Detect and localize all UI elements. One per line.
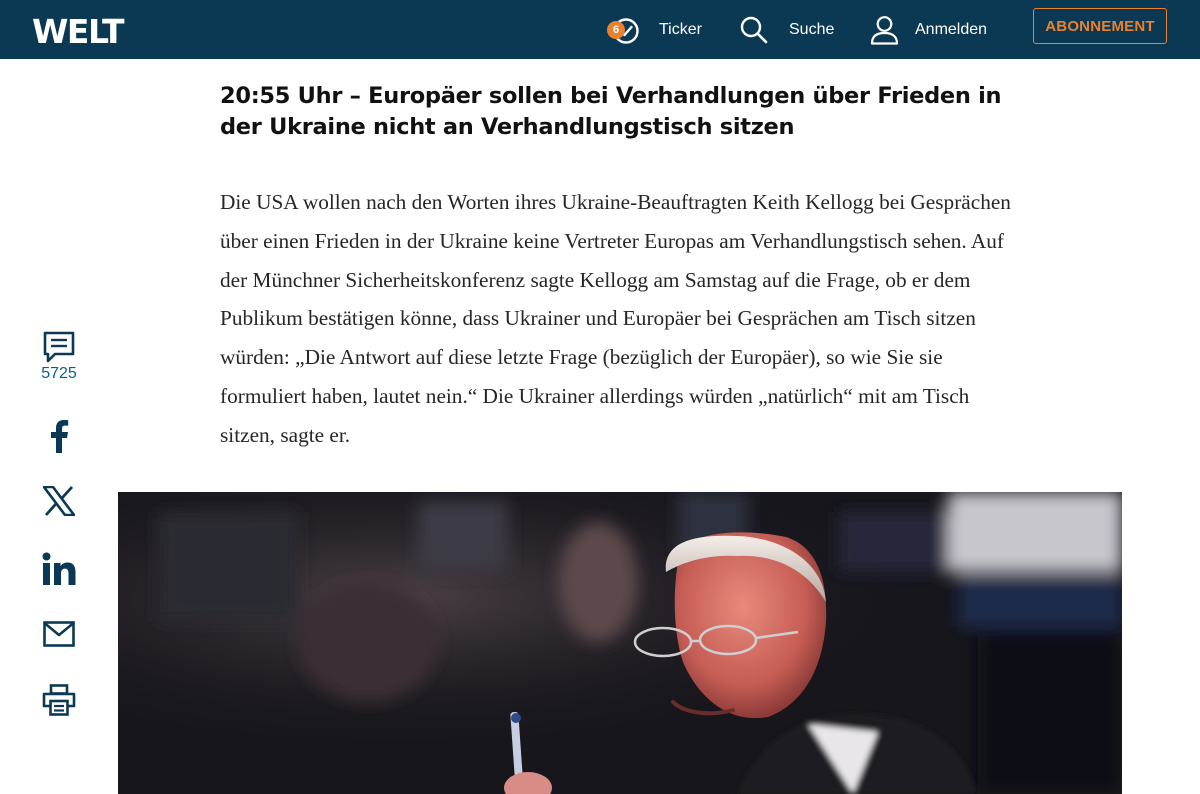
share-x-button[interactable] bbox=[30, 486, 88, 516]
print-icon bbox=[42, 684, 76, 716]
login-label: Anmelden bbox=[915, 20, 988, 38]
linkedin-icon bbox=[42, 552, 76, 586]
search-icon bbox=[739, 15, 769, 45]
ticker-label: Ticker bbox=[659, 20, 702, 38]
search-label: Suche bbox=[789, 20, 835, 38]
share-linkedin-button[interactable] bbox=[30, 552, 88, 586]
ticker-count-badge: 6 bbox=[607, 21, 625, 39]
user-icon bbox=[870, 15, 899, 45]
subscribe-button[interactable]: ABONNEMENT bbox=[1033, 8, 1167, 44]
welt-logo[interactable] bbox=[32, 10, 132, 50]
welt-logo-mark bbox=[32, 10, 132, 50]
speaker-photo-illustration bbox=[118, 492, 1122, 794]
login-button[interactable] bbox=[870, 0, 987, 59]
comment-count: 5725 bbox=[41, 365, 77, 382]
article-photo bbox=[118, 492, 1122, 794]
search-button[interactable] bbox=[739, 0, 834, 59]
ticker-entry-body: Die USA wollen nach den Worten ihres Ukraine-Beauftragten Keith Kellogg bei Gesprächen über einen Frieden in der Ukraine keine Vertreter Europas am Verhandlungstisch sehen. Auf der Münchner Sicherheitskonferenz sagte Kellogg am Samstag auf die Frage, ob er dem Publikum bestätigen könne, dass Ukrainer und Europäer bei Gesprächen am Tisch sitzen würden: „Die Antwort auf diese letzte Frage (bezüglich der Europäer), so wie Sie sie formuliert haben, lautet nein.“ Die Ukrainer allerdings würden „natürlich“ mit am Tisch sitzen, sagte er. bbox=[220, 190, 1011, 447]
ticker-entry-headline: 20:55 Uhr – Europäer sollen bei Verhandlungen über Frieden in der Ukraine nicht an Verhandlungstisch sitzen bbox=[220, 83, 1002, 140]
svg-text:WELT: WELT bbox=[32, 12, 124, 50]
comments-button[interactable] bbox=[30, 331, 88, 383]
top-navigation-bar bbox=[0, 0, 1200, 59]
ticker-button[interactable] bbox=[611, 0, 702, 59]
comment-icon bbox=[42, 331, 76, 363]
share-mail-button[interactable] bbox=[30, 621, 88, 647]
facebook-icon bbox=[49, 419, 69, 453]
x-icon bbox=[43, 486, 75, 516]
share-facebook-button[interactable] bbox=[30, 419, 88, 453]
print-button[interactable] bbox=[30, 684, 88, 716]
mail-icon bbox=[43, 621, 75, 647]
